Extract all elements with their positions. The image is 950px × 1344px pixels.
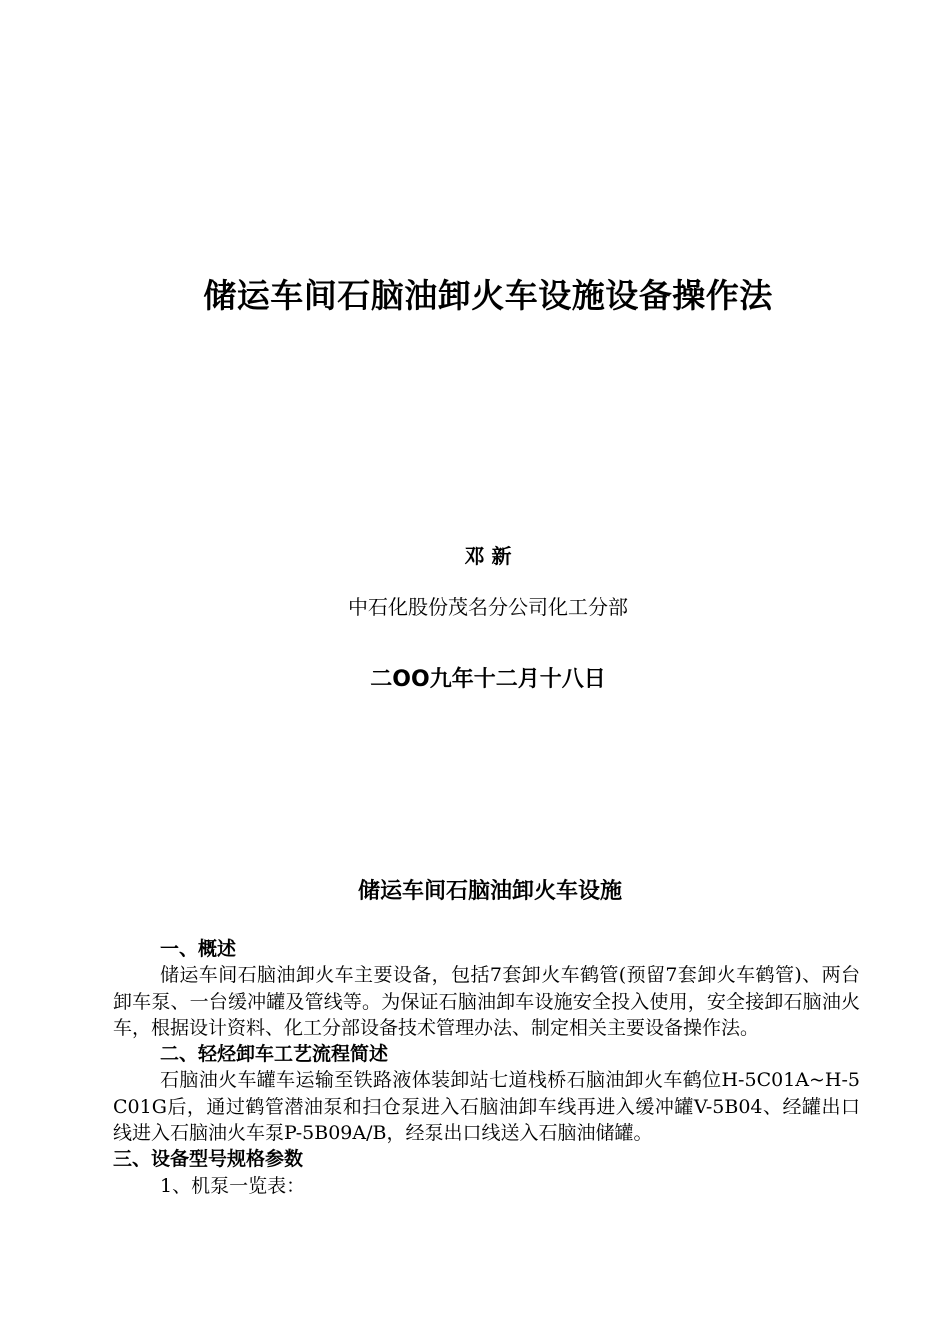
organization-name: 中石化股份茂名分公司化工分部 <box>348 595 628 619</box>
document-title: 储运车间石脑油卸火车设施设备操作法 <box>203 276 773 315</box>
section-heading-process: 二、轻烃卸车工艺流程简述 <box>160 1043 389 1066</box>
section-title: 储运车间石脑油卸火车设施 <box>358 879 623 904</box>
section-heading-equipment: 三、设备型号规格参数 <box>113 1148 304 1171</box>
author-name: 邓 新 <box>464 544 512 568</box>
document-date: 二OO九年十二月十八日 <box>370 667 606 692</box>
section-paragraph-overview: 储运车间石脑油卸火车主要设备，包括7套卸火车鹤管(预留7套卸火车鹤管)、两台卸车泵、一台缓冲罐及管线等。为保证石脑油卸车设施安全投入使用，安全接卸石脑油火车，根据设计资料、化工分部设备技术管理办法、制定相关主要设备操作法。 <box>113 964 860 1039</box>
section-heading-overview: 一、概述 <box>160 938 237 960</box>
equipment-list-item: 1、机泵一览表： <box>160 1174 306 1197</box>
document-body <box>113 936 860 1199</box>
section-paragraph-process: 石脑油火车罐车运输至铁路液体装卸站七道栈桥石脑油卸火车鹤位H-5C01A~H-5C01G后，通过鹤管潜油泵和扫仓泵进入石脑油卸车线再进入缓冲罐V-5B04、经罐出口线进入石脑油火车泵P-5B09A/B，经泵出口线送入石脑油储罐。 <box>113 1069 860 1145</box>
